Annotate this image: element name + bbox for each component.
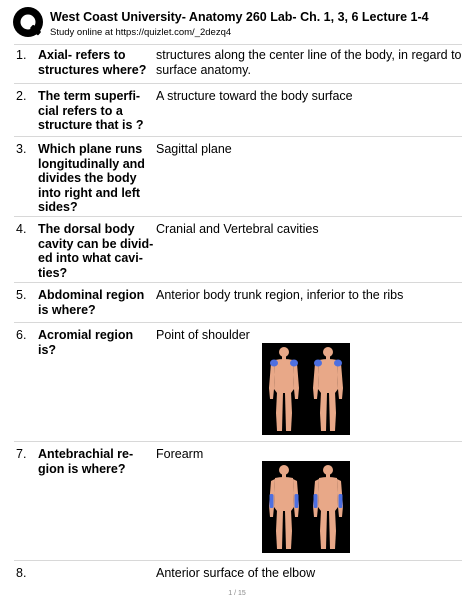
card-question: The term superfi-cial refers to a structure that is ?: [38, 89, 144, 132]
card-number: 1.: [16, 48, 27, 62]
card-number: 3.: [16, 142, 27, 156]
card-question: Antebrachial re-gion is where?: [38, 447, 134, 476]
row-divider: [14, 136, 462, 137]
card-number: 6.: [16, 328, 27, 342]
card-question: The dorsal body cavity can be divid-ed into what cavi-ties?: [38, 222, 154, 280]
card-number: 7.: [16, 447, 27, 461]
row-divider: [14, 560, 462, 561]
card-number: 8.: [16, 566, 27, 580]
card-answer: Point of shoulder: [156, 328, 250, 342]
card-answer: Forearm: [156, 447, 204, 461]
card-number: 2.: [16, 89, 27, 103]
card-answer: Cranial and Vertebral cavities: [156, 222, 319, 236]
page-number: 1 / 15: [228, 590, 246, 597]
acromial-region-diagram: [262, 343, 350, 435]
study-link-text: Study online at https://quizlet.com/_2dezq4: [50, 27, 232, 38]
antebrachial-region-diagram: [262, 461, 350, 553]
card-number: 5.: [16, 288, 27, 302]
row-divider: [14, 441, 462, 442]
card-answer: Anterior body trunk region, inferior to the ribs: [156, 288, 404, 302]
card-question: Abdominal region is where?: [38, 288, 145, 317]
card-question: Acromial region is?: [38, 328, 134, 357]
row-divider: [14, 216, 462, 217]
page-header: [0, 0, 474, 44]
row-divider: [14, 44, 462, 45]
card-answer: A structure toward the body surface: [156, 89, 353, 103]
document-title: West Coast University- Anatomy 260 Lab- Ch. 1, 3, 6 Lecture 1-4: [50, 10, 429, 24]
row-divider: [14, 282, 462, 283]
card-answer: Sagittal plane: [156, 142, 232, 156]
card-answer: structures along the center line of the body, in regard to surface anatomy.: [156, 48, 462, 77]
card-number: 4.: [16, 222, 27, 236]
row-divider: [14, 322, 462, 323]
card-answer: Anterior surface of the elbow: [156, 566, 316, 580]
card-question: Axial- refers to structures where?: [38, 48, 147, 77]
quizlet-logo-icon: [12, 6, 44, 38]
row-divider: [14, 83, 462, 84]
card-question: Which plane runs longitudinally and divides the body into right and left sides?: [38, 142, 145, 214]
